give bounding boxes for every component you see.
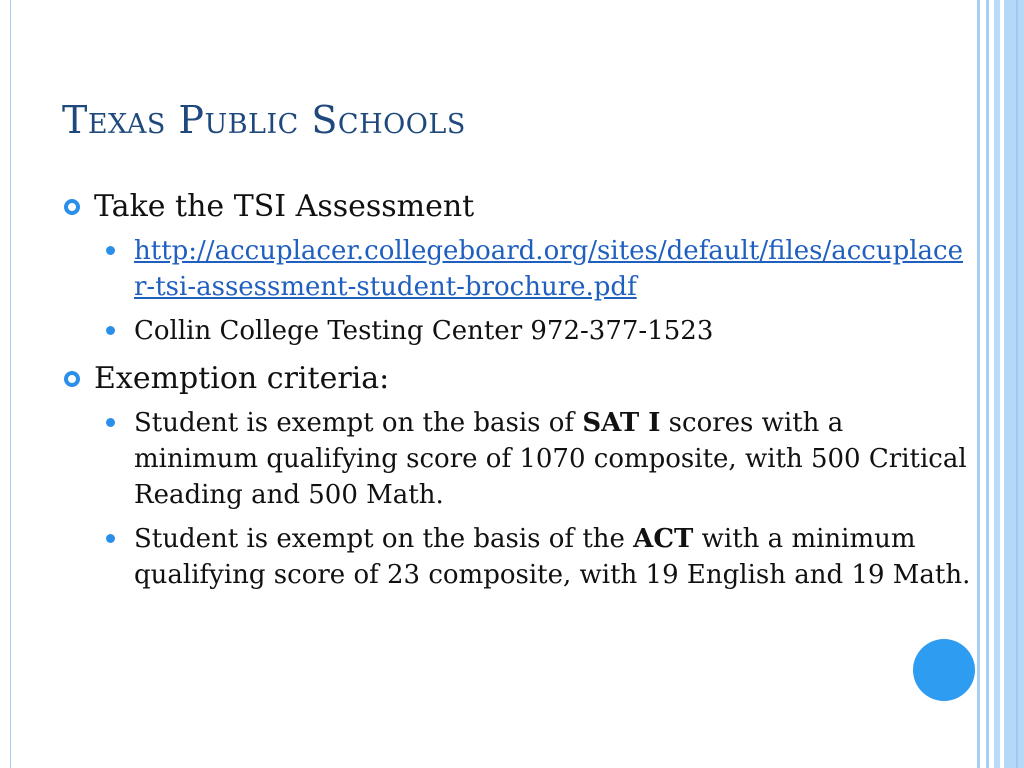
bullet-tsi-assessment [62,185,972,229]
dot-bullet-icon [106,534,115,543]
dot-bullet-icon [106,246,115,255]
sat-text-prefix: Student is exempt on the basis of [134,408,583,438]
sat-text-suffix: scores with a minimum qualifying score of 1070 composite, with 500 Critical Reading and 500 Math. [134,408,967,510]
decorative-circle [913,639,975,701]
right-decorative-stripe [977,0,980,768]
dot-bullet-icon [106,418,115,427]
slide-body [62,185,972,601]
sub-bullet-testing-center [62,313,972,349]
sub-bullet-sat [62,405,972,513]
act-text-bold: ACT [633,524,694,554]
sat-text-bold: SAT I [582,408,661,438]
tsi-brochure-link[interactable]: http://accuplacer.collegeboard.org/sites/default/files/accuplacer-tsi-assessment-student-brochure.pdf [134,236,964,302]
right-decorative-stripe [986,0,989,768]
dot-bullet-icon [106,326,115,335]
left-border-line [10,0,11,768]
act-text-suffix: with a minimum qualifying score of 23 composite, with 19 English and 19 Math. [134,524,971,590]
ring-bullet-icon [64,371,80,387]
ring-bullet-icon [64,199,80,215]
sub-bullet-link [62,233,972,305]
exemption-criteria-label: Exemption criteria: [94,361,390,396]
right-decorative-stripe [1016,0,1018,768]
bullet-exemption-criteria [62,357,972,401]
right-decorative-stripe [1004,0,1024,768]
testing-center-text: Collin College Testing Center 972-377-1523 [134,316,714,346]
act-text-prefix: Student is exempt on the basis of the [134,524,634,554]
right-decorative-stripe [994,0,1000,768]
tsi-assessment-label: Take the TSI Assessment [94,189,475,224]
slide-title: Texas Public Schools [62,98,466,142]
sub-bullet-act [62,521,972,593]
